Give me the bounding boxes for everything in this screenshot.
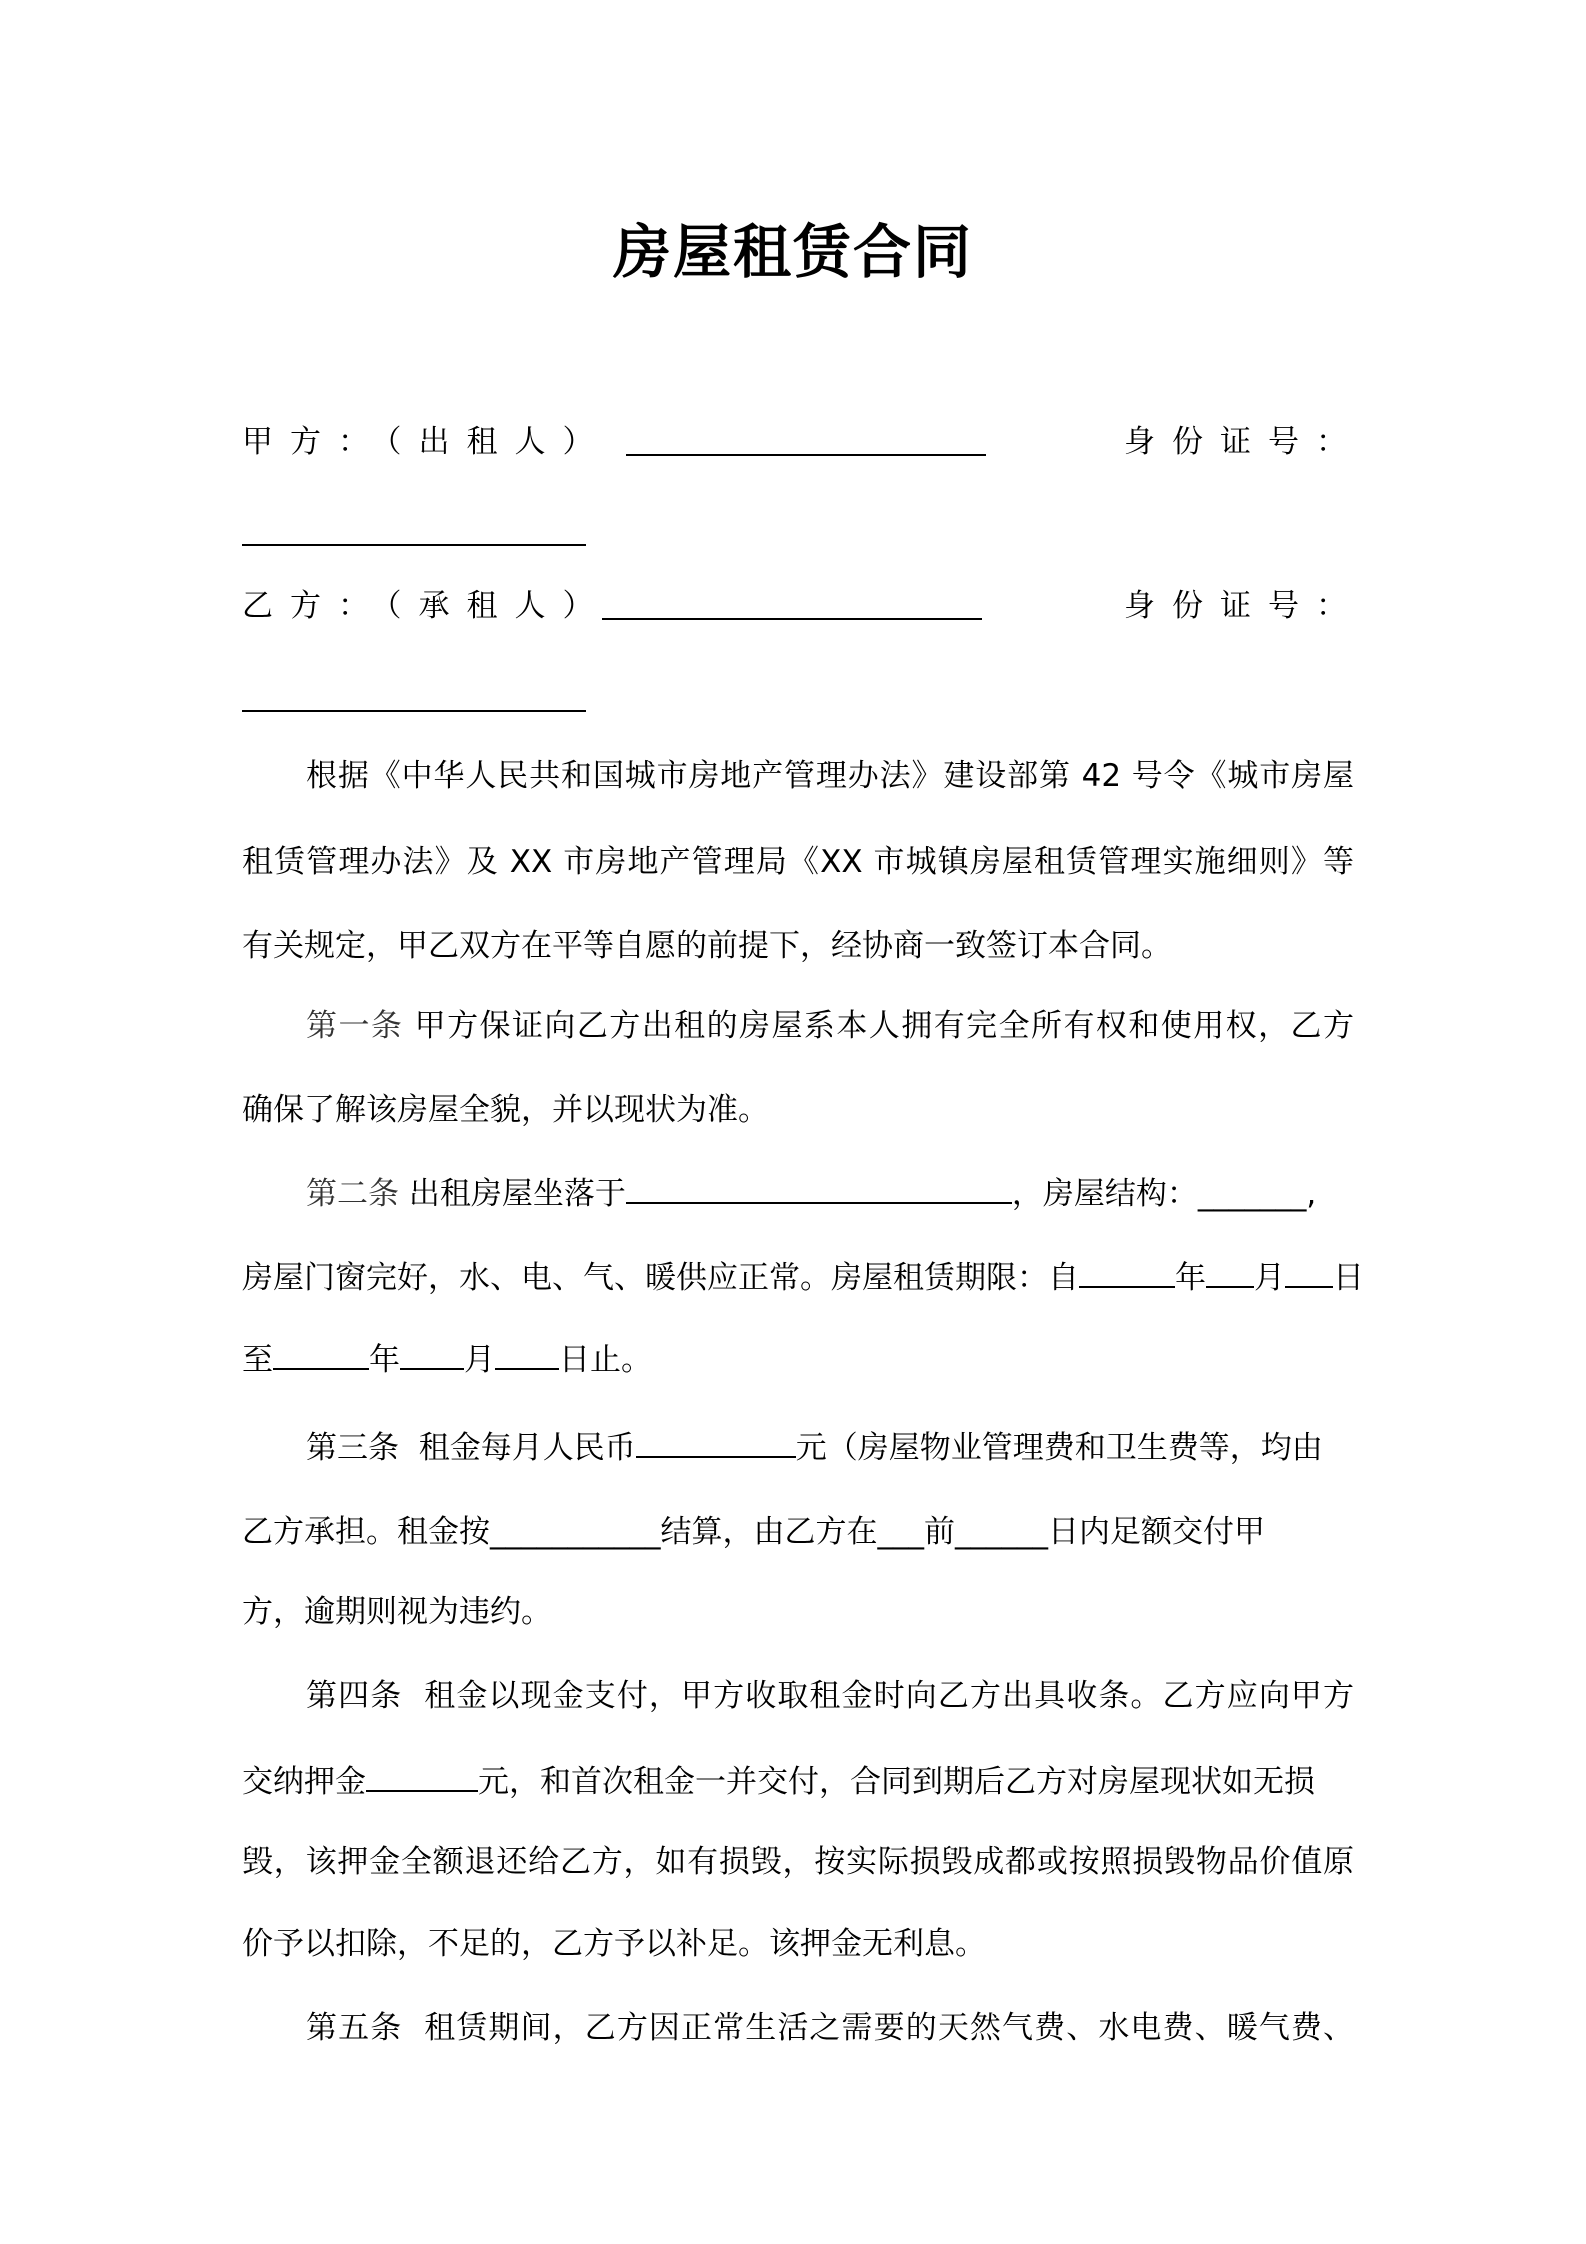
party-b-label: 乙方：（承租人） [242, 588, 611, 624]
article-1-line-2: 确保了解该房屋全貌，并以现状为准。 [242, 1092, 769, 1128]
end-day-blank [495, 1336, 559, 1370]
payment-before-blank: ___ [877, 1514, 924, 1550]
party-a-id-blank [242, 544, 586, 546]
article-2-term-label: 房屋门窗完好，水、电、气、暖供应正常。房屋租赁期限：自 [242, 1260, 1079, 1296]
article-2-structure-label: ，房屋结构： [1011, 1176, 1198, 1212]
article-3-line-3: 方，逾期则视为违约。 [242, 1594, 552, 1630]
party-b-id-blank [242, 710, 586, 712]
start-day-label: 日 [1333, 1260, 1364, 1296]
article-1-number: 第一条 [306, 1008, 404, 1044]
article-4-line-1 [306, 1674, 1354, 1718]
article-4-line-4: 价予以扣除，不足的，乙方予以补足。该押金无利息。 [242, 1926, 986, 1962]
article-3-text-2a: 乙方承担。租金按 [242, 1514, 490, 1550]
end-day-label: 日止。 [559, 1342, 652, 1378]
deposit-label: 交纳押金 [242, 1764, 366, 1800]
article-4-line-3: 毁，该押金全额退还给乙方，如有损毁，按实际损毁成都或按照损毁物品价值原 [242, 1844, 1354, 1880]
deposit-blank [366, 1758, 478, 1792]
article-3-text-1: 元（房屋物业管理费和卫生费等，均由 [795, 1430, 1323, 1466]
payment-days-blank: ______ [955, 1514, 1048, 1550]
article-3-rent-label: 租金每月人民币 [418, 1430, 636, 1466]
article-1-line-1 [306, 1004, 1354, 1048]
article-2-location-blank [626, 1170, 1012, 1204]
preamble-line-1: 根据《中华人民共和国城市房地产管理办法》建设部第 42 号令《城市房屋 [306, 758, 1354, 794]
article-3-line-2 [242, 1510, 1354, 1554]
article-4-number: 第四条 [306, 1678, 403, 1714]
article-3-number: 第三条 [306, 1430, 399, 1466]
preamble-line-2: 租赁管理办法》及 XX 市房地产管理局《XX 市城镇房屋租赁管理实施细则》等 [242, 844, 1354, 880]
monthly-rent-blank [636, 1424, 796, 1458]
article-4-text-1: 租金以现金支付，甲方收取租金时向乙方出具收条。乙方应向甲方 [424, 1678, 1355, 1714]
article-3-line-1 [306, 1424, 1354, 1468]
start-month-blank [1206, 1254, 1254, 1288]
article-2-line-1 [306, 1170, 1354, 1214]
article-5-line-1 [306, 2006, 1354, 2050]
article-2-structure-blank: _______, [1197, 1176, 1317, 1212]
article-3-text-2g: 日内足额交付甲 [1048, 1514, 1265, 1550]
end-year-label: 年 [369, 1342, 400, 1378]
end-month-blank [400, 1336, 464, 1370]
party-b-name-blank [602, 618, 982, 620]
article-2-line-3 [242, 1336, 1354, 1380]
article-4-text-2: 元，和首次租金一并交付，合同到期后乙方对房屋现状如无损 [478, 1764, 1315, 1800]
party-b-id-label: 身份证号： [1124, 588, 1364, 624]
article-3-text-2e: 前 [924, 1514, 955, 1550]
document-title: 房屋租赁合同 [612, 218, 973, 286]
party-a-row [242, 420, 1364, 464]
article-5-text-1: 租赁期间，乙方因正常生活之需要的天然气费、水电费、暖气费、 [424, 2010, 1355, 2046]
article-5-number: 第五条 [306, 2010, 403, 2046]
article-4-line-2 [242, 1758, 1354, 1802]
end-year-blank [273, 1336, 369, 1370]
party-b-row [242, 584, 1364, 628]
settlement-blank: ___________ [490, 1514, 661, 1550]
party-a-name-blank [626, 454, 986, 456]
article-2-line-2 [242, 1254, 1364, 1298]
article-2-location-label: 出租房屋坐落于 [408, 1176, 626, 1212]
start-day-blank [1285, 1254, 1333, 1288]
start-year-blank [1079, 1254, 1175, 1288]
party-a-id-label: 身份证号： [1124, 424, 1364, 460]
article-2-number: 第二条 [306, 1176, 399, 1212]
preamble-line-3: 有关规定，甲乙双方在平等自愿的前提下，经协商一致签订本合同。 [242, 928, 1172, 964]
end-to-label: 至 [242, 1342, 273, 1378]
article-3-text-2c: 结算，由乙方在 [660, 1514, 878, 1550]
party-a-label: 甲方：（出租人） [242, 424, 611, 460]
start-month-label: 月 [1254, 1260, 1285, 1296]
article-1-text-1: 甲方保证向乙方出租的房屋系本人拥有完全所有权和使用权，乙方 [414, 1008, 1354, 1044]
end-month-label: 月 [464, 1342, 495, 1378]
start-year-label: 年 [1175, 1260, 1206, 1296]
